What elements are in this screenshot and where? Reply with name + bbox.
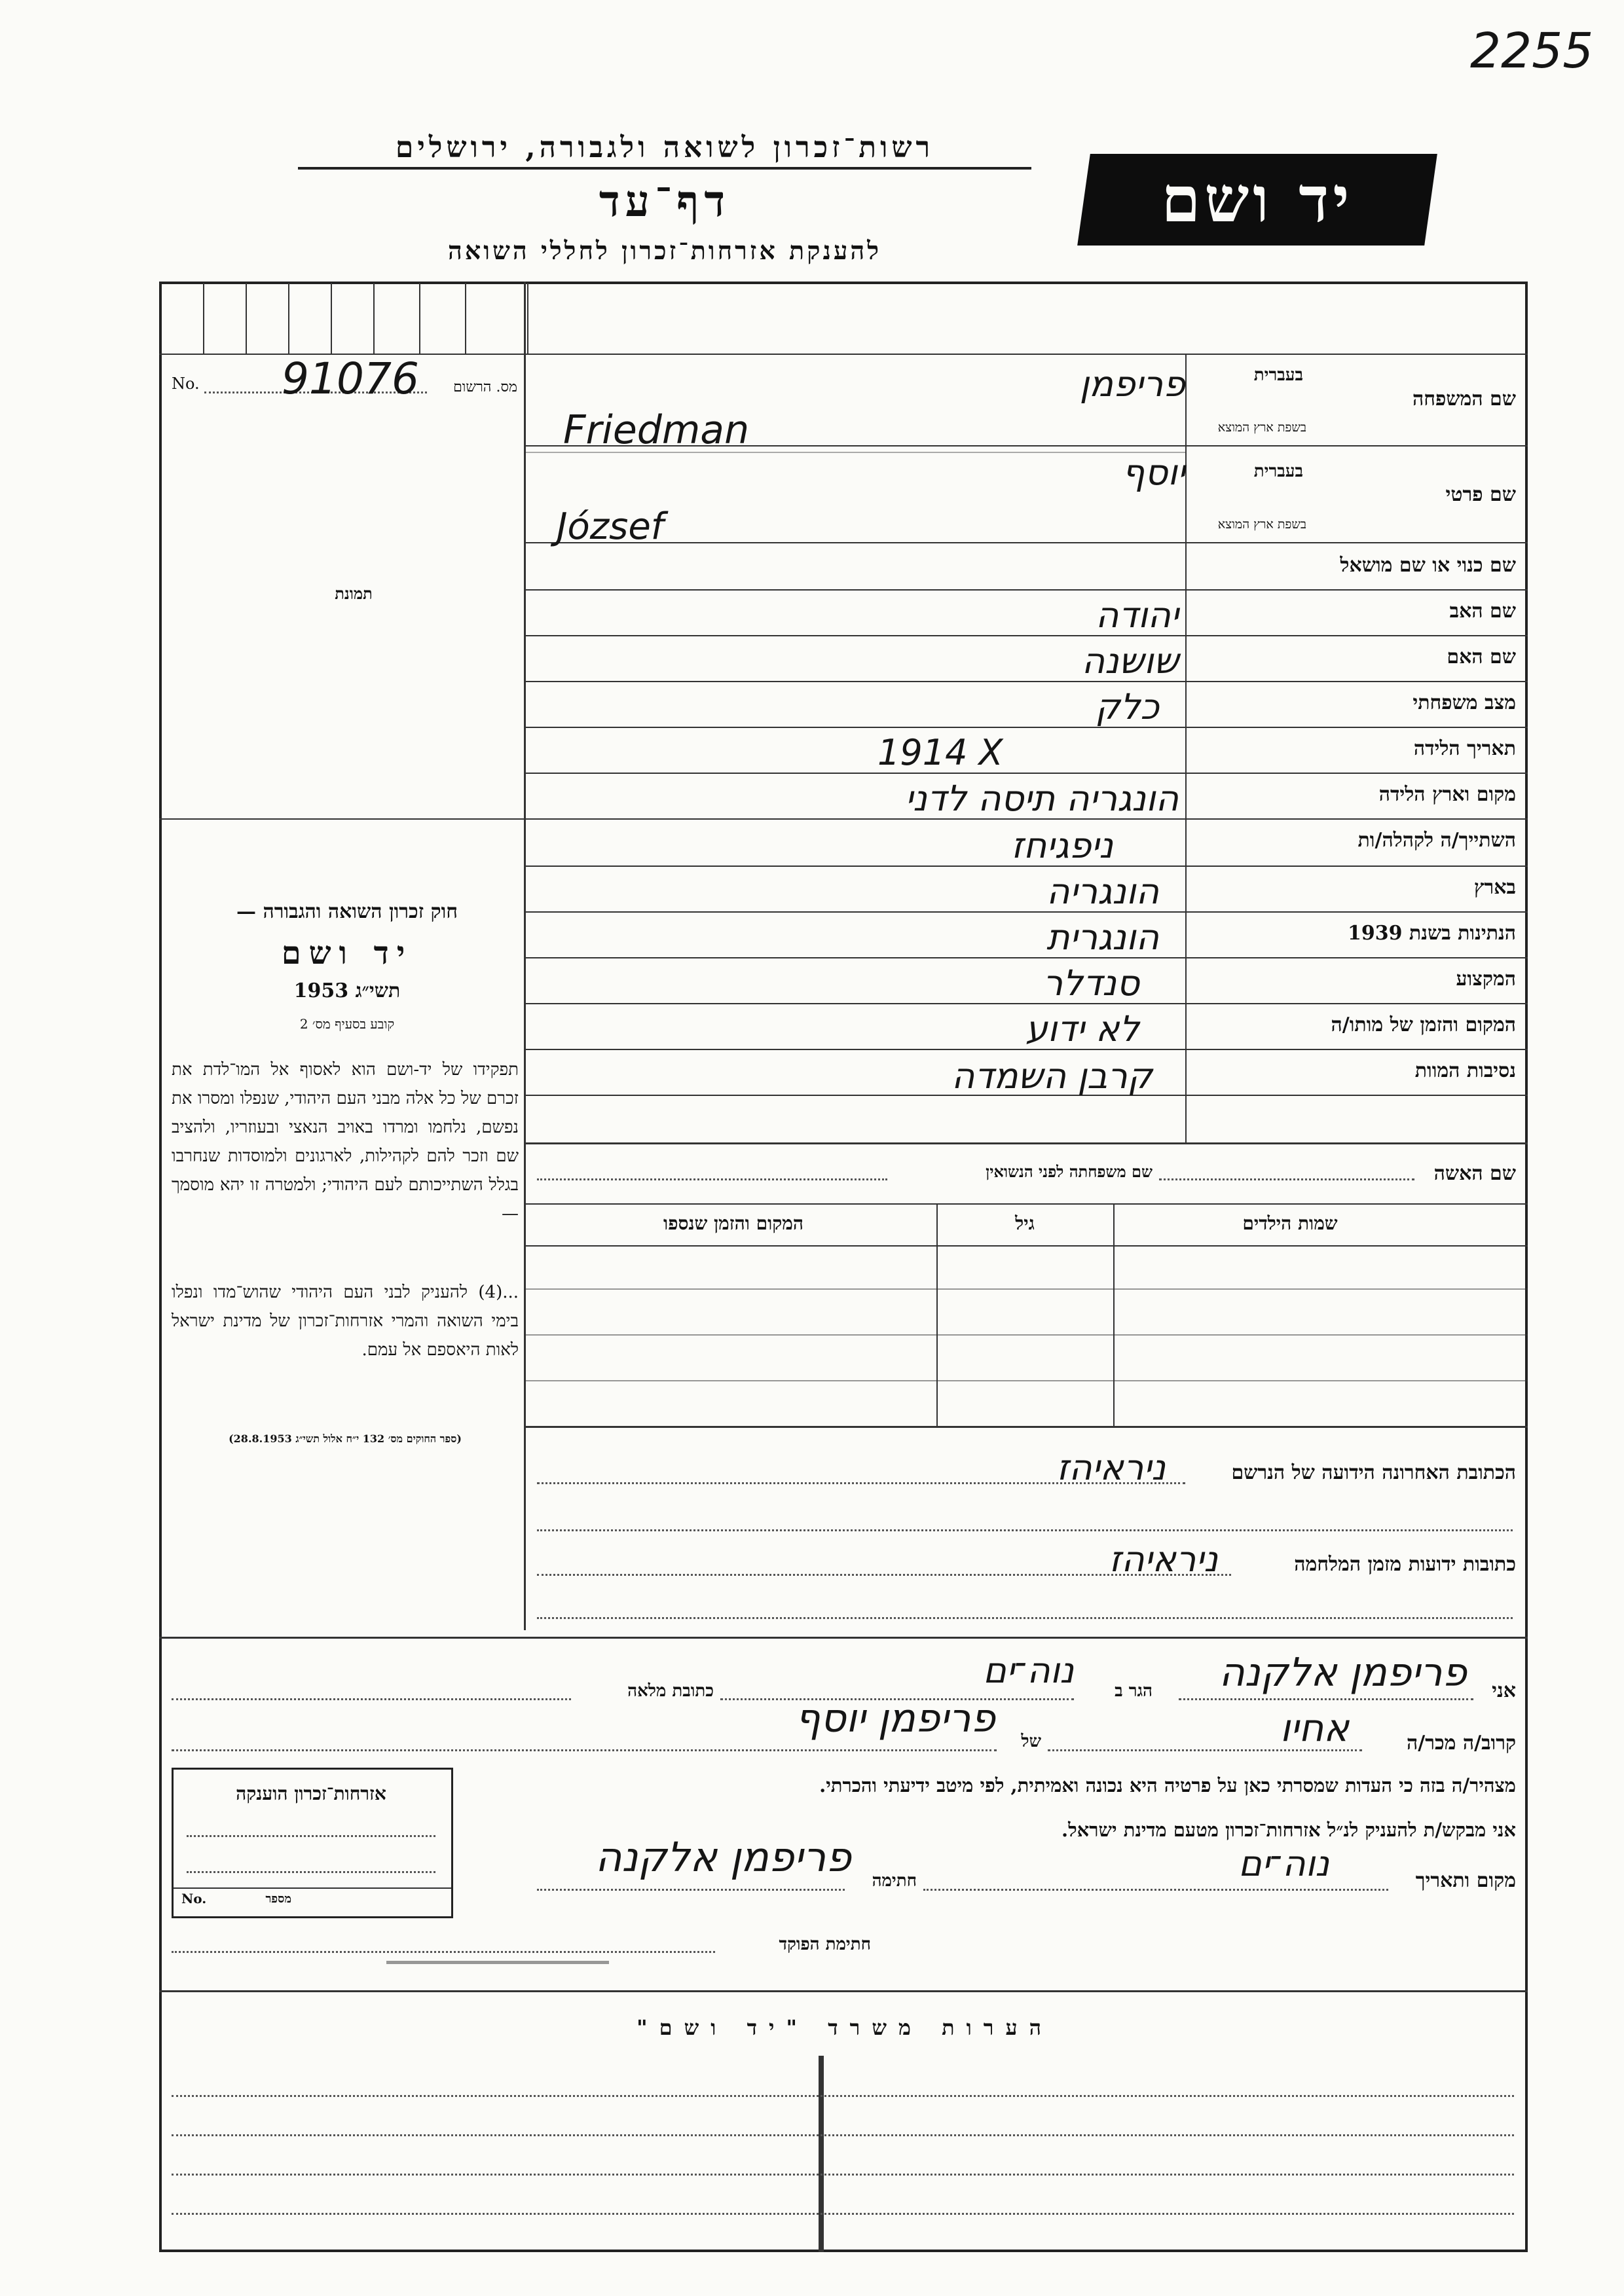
box-no-label: No. (181, 1891, 207, 1906)
war-addresses-value: ניראיהז (1109, 1539, 1218, 1580)
country-value: הונגריה (1046, 871, 1159, 912)
children-death-header: המקום והזמן שנספו (663, 1212, 803, 1234)
first-name-label: שם פרטי (1445, 483, 1516, 506)
signature-label: חתימה (872, 1871, 917, 1891)
law-paragraph-2: ...(4) להעניק לבני העם היהודי שהוש־מדו ונפלו בימי השואה והמרי אזרחות־זכרון של מדינת ישראל לאות היאספם אל עמם. (172, 1283, 519, 1360)
children-age-header: גיל (1015, 1212, 1035, 1234)
box-number-label: מספר (265, 1892, 291, 1906)
place-date-label: מקום ותאריך (1415, 1869, 1516, 1892)
last-address-value: ניראיהז (1056, 1447, 1166, 1488)
last-address-label: הכתובת האחרונה הידועה של הנרשם (1231, 1461, 1516, 1484)
code-boxes (164, 283, 530, 354)
registration-no-label: No. (172, 374, 200, 393)
death-circumstances-label: נסיבות המוות (1414, 1059, 1516, 1082)
full-address-label: כתובת מלאה (627, 1681, 714, 1701)
form-subtitle: להענקת אזרחות־זכרון לחללי השואה (447, 236, 882, 265)
citizenship-granted-box (172, 1768, 453, 1918)
marital-status-value: כלק (1095, 686, 1159, 727)
family-name-origin-value: Friedman (563, 407, 750, 453)
registration-number: 91076 (282, 354, 419, 404)
sheet-number: 2255 (1470, 23, 1594, 79)
death-place-value: לא ידוע (1025, 1008, 1139, 1049)
residence-value: נוה־ים (982, 1650, 1074, 1691)
photo-label: תמונת (335, 584, 373, 603)
first-name-hebrew-sublabel: בעברית (1253, 462, 1303, 481)
law-name: יד ושם (281, 935, 413, 972)
declarant-signature: פריפמן אלקנה (595, 1833, 851, 1881)
family-name-hebrew-value: פריפמן (1079, 363, 1185, 405)
community-value: ניפגיחז (1011, 825, 1113, 866)
marital-status-label: מצב משפחתי (1412, 691, 1516, 714)
logo-text: יד ושם (1161, 162, 1354, 236)
law-title: חוק זכרון השואה והגבורה — (236, 900, 458, 923)
form-frame (159, 282, 1528, 2252)
war-addresses-label: כתובות ידועות מזמן המלחמה (1294, 1553, 1516, 1576)
relative-of-value: פריפמן יוסף (795, 1696, 995, 1741)
form-title: דף־עד (599, 175, 731, 227)
father-label: שם האב (1449, 600, 1516, 623)
law-clause: קובע בסעיף מס׳ 2 (299, 1016, 395, 1032)
birth-place-value: הונגריה תיסה לדני (905, 778, 1179, 819)
first-name-hebrew-value: יוסף (1122, 452, 1185, 493)
profession-value: סנדלר (1043, 962, 1139, 1004)
family-name-hebrew-sublabel: בעברית (1253, 365, 1303, 385)
citizenship-value: הונגרית (1046, 917, 1159, 958)
declarant-i-label: אני (1492, 1679, 1516, 1702)
law-citation: (ספר החוקים מס׳ 132 י״ח אלול תשי״ג 28.8.1953) (229, 1432, 462, 1445)
death-circumstances-value: קרבן השמדה (951, 1055, 1153, 1097)
birth-date-label: תאריך הלידה (1413, 737, 1516, 760)
law-year: תשי״ג 1953 (293, 979, 401, 1002)
children-names-header: שמות הילדים (1242, 1212, 1338, 1234)
nickname-label: שם כנוי או שם מושאל (1340, 554, 1516, 577)
authority-line: רשות־זכרון לשואה ולגבורה, ירושלים (298, 131, 1031, 170)
declaration-line-2: אני מבקש/ת להעניק לנ״ל אזרחות־זכרון מטעם מדינת ישראל. (1061, 1819, 1516, 1841)
family-name-origin-sublabel: בשפת ארץ המוצא (1217, 420, 1306, 435)
registration-label: מס. הרשום (453, 379, 517, 395)
citizenship-label: הנתינות בשנת 1939 (1347, 922, 1516, 945)
law-paragraph-1: תפקידו של יד-ושם הוא לאסוף אל המו־לדת את זכרם של כל אלה מבני העם היהודי, שנפלו ומסרו את נפשם, נלחמו ומרדו באויב הנאצי ובעוזריו, ולהציב שם וזכר להם לקהילות, לארגונים ולמוסדות שנחרבו בגלל השתייכותם לעם היהודי; ולמטרה זו יהא מוסמך — (172, 1060, 519, 1224)
of-label: של (1021, 1732, 1041, 1751)
yad-vashem-logo (1077, 154, 1437, 246)
relative-label: קרוב/ה מכר/ה (1407, 1732, 1516, 1755)
wife-label: שם האשה (1433, 1162, 1516, 1185)
resident-of-label: הגר ב (1115, 1681, 1153, 1701)
first-name-origin-sublabel: בשפת ארץ המוצא (1217, 517, 1306, 532)
relation-value: אחיו (1280, 1705, 1349, 1750)
mother-value: שושנה (1081, 640, 1179, 682)
first-name-origin-value: József (557, 505, 664, 548)
mother-label: שם האם (1447, 646, 1516, 668)
profession-label: המקצוע (1456, 968, 1516, 991)
community-label: השתייך/ה לקהלה/ות (1357, 829, 1516, 852)
officer-signature-label: חתימת הפוקד (779, 1935, 871, 1954)
citizenship-granted-title: אזרחות־זכרון הוענקה (236, 1783, 386, 1804)
maiden-name-label: שם משפחתה לפני הנשואין (986, 1162, 1153, 1181)
father-value: יהודה (1096, 594, 1179, 636)
office-notes-title: הערות משרד "יד ושם" (636, 2015, 1054, 2040)
declarant-name-value: פריפמן אלקנה (1219, 1650, 1467, 1696)
birth-date-value: 1914 X (877, 732, 1003, 773)
place-date-value: נוה־ים (1238, 1843, 1329, 1884)
birth-place-label: מקום וארץ הלידה (1378, 783, 1516, 806)
officer-stamp (386, 1922, 609, 1964)
declaration-line-1: מצהיר/ה בזה כי העדות שמסרתי כאן על פרטיה היא נכונה ואמיתית, לפי מיטב ידיעתי והכרתי. (819, 1774, 1516, 1796)
death-place-label: המקום והזמן של מותו/ה (1331, 1013, 1516, 1036)
country-label: בארץ (1473, 876, 1516, 899)
family-name-label: שם המשפחה (1412, 388, 1516, 410)
